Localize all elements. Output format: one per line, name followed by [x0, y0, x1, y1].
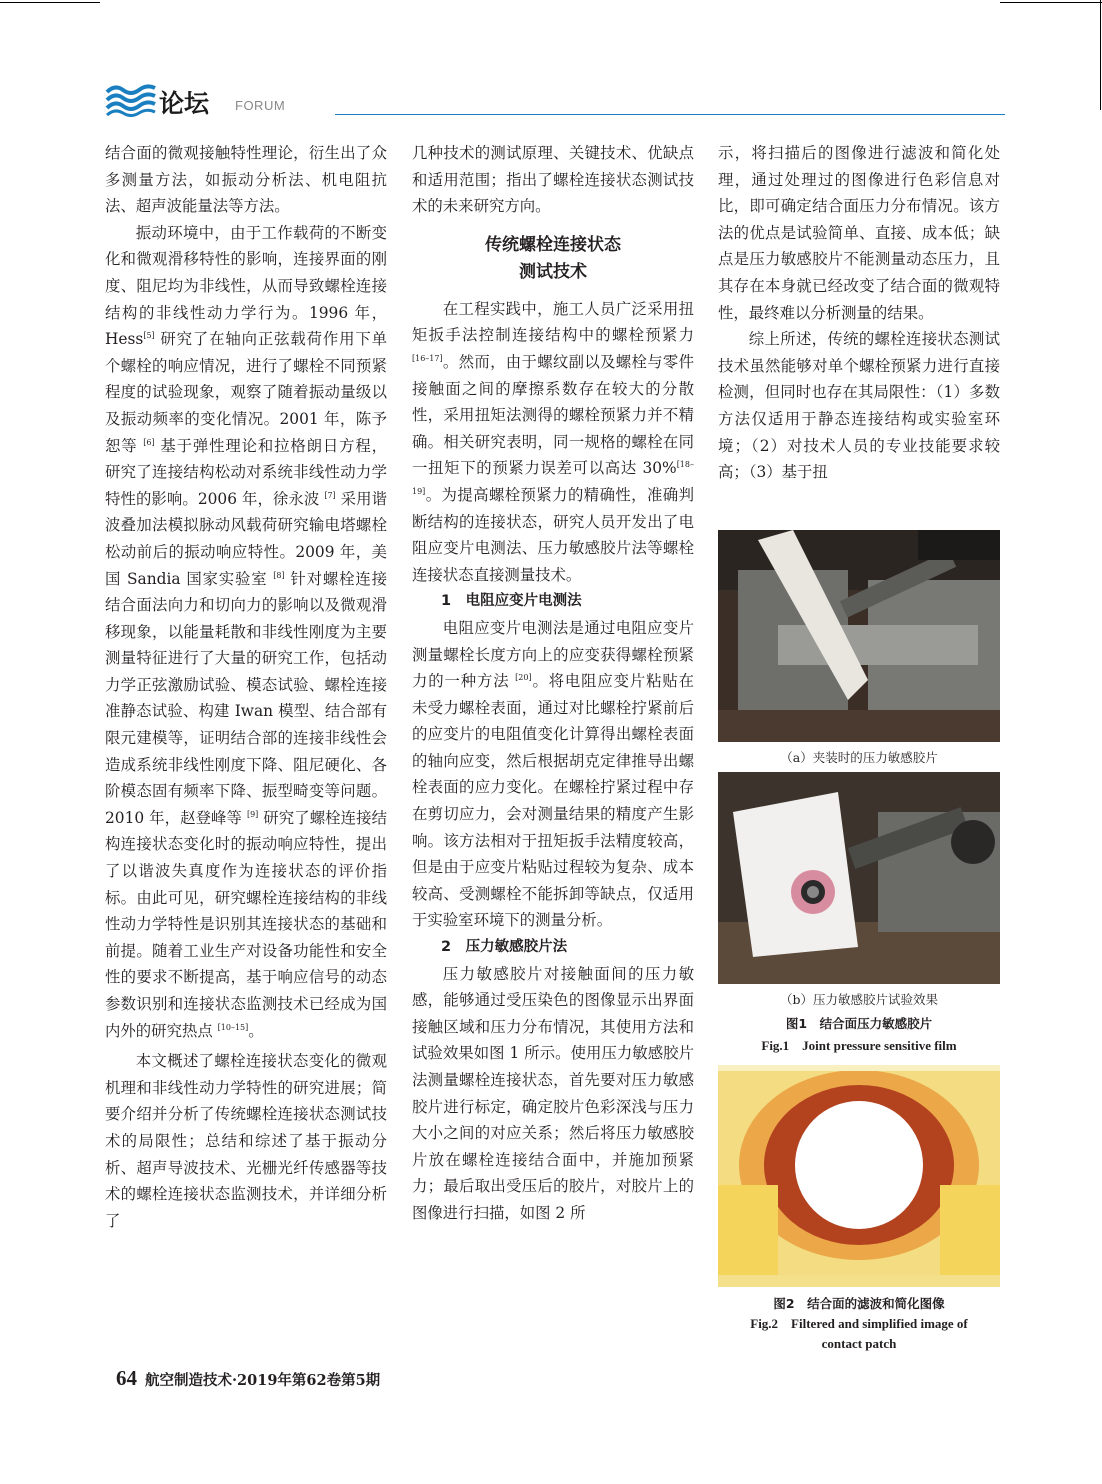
figure-2-image	[718, 1065, 1000, 1287]
subsection-heading: 1 电阻应变片电测法	[441, 593, 582, 610]
crop-mark	[1100, 0, 1101, 110]
figure-1b-photo	[718, 772, 1000, 984]
page-footer	[116, 1366, 380, 1391]
page-number: 64	[116, 1366, 137, 1390]
citation: [16–17]	[412, 353, 443, 363]
citation: [10–15]	[217, 1022, 249, 1032]
citation: [8]	[273, 570, 285, 580]
citation: [9]	[246, 809, 259, 819]
figure-2-caption-en-line1: Fig.2 Filtered and simplified image of	[750, 1316, 968, 1331]
journal-name: 航空制造技术·2019年第62卷第5期	[145, 1372, 381, 1389]
wave-logo-icon	[105, 82, 157, 118]
citation: [5]	[143, 331, 155, 341]
figure-1a-caption: （a）夹装时的压力敏感胶片	[780, 750, 938, 765]
figure-1-caption-cn: 图1 结合面压力敏感胶片	[785, 1016, 933, 1031]
text-column-3	[718, 140, 1000, 486]
subsection-heading: 2 压力敏感胶片法	[441, 939, 568, 956]
paragraph: 本文概述了螺栓连接状态变化的微观机理和非线性动力学特性的研究进展；简要介绍并分析了传统螺栓连接状态测试技术的局限性；总结和综述了基于振动分析、超声导波技术、光栅光纤传感器等技术的螺栓连接状态监测技术，并详细分析了	[105, 1052, 387, 1230]
page-header	[105, 82, 1005, 122]
section-title: 传统螺栓连接状态 测试技术	[485, 234, 621, 282]
paragraph: 综上所述，传统的螺栓连接状态测试技术虽然能够对单个螺栓预紧力进行直接检测，但同时也存在其局限性：（1）多数方法仅适用于静态连接结构或实验室环境；（2）对技术人员的专业技能要求较高；（3）基于扭	[718, 330, 1000, 482]
text-column-2	[412, 140, 694, 1227]
citation: [6]	[143, 437, 155, 447]
paragraph: 压力敏感胶片对接触面间的压力敏感，能够通过受压染色的图像显示出界面接触区域和压力分布情况，其使用方法和试验效果如图 1 所示。使用压力敏感胶片法测量螺栓连接状态，首先要对压力敏感胶片进行标定，确定胶片色彩深浅与压力大小之间的对应关系；然后将压力敏感胶片放在螺栓连接结合面中，并施加预紧力；最后取出受压后的胶片，对胶片上的图像进行扫描，如图 2 所	[412, 964, 694, 1222]
figure-1a-photo	[718, 530, 1000, 742]
paragraph: 在工程实践中，施工人员广泛采用扭矩扳手法控制连接结构中的螺栓预紧力 [16–17]。然而，由于螺纹副以及螺栓与零件接触面之间的摩擦系数存在较大的分散性，采用扭矩法测得的螺栓预紧力并不精确。相关研究表明，同一规格的螺栓在同一扭矩下的预紧力误差可以高达 30%[18–19]。为提高螺栓预紧力的精确性，准确判断结构的连接状态，研究人员开发出了电阻应变片电测法、压力敏感胶片法等螺栓连接状态直接测量技术。	[412, 299, 694, 584]
logo-text: 论坛	[159, 89, 210, 118]
figure-2-caption-cn: 图2 结合面的滤波和简化图像	[773, 1296, 945, 1311]
figure-2-caption-en-line2: contact patch	[821, 1336, 897, 1351]
crop-mark	[1000, 2, 1102, 3]
paragraph: 示，将扫描后的图像进行滤波和简化处理，通过处理过的图像进行色彩信息对比，即可确定结合面压力分布情况。该方法的优点是试验简单、直接、成本低；缺点是压力敏感胶片不能测量动态压力，且其存在本身就已经改变了结合面的微观特性，最终难以分析测量的结果。	[718, 144, 1000, 322]
text-column-1	[105, 140, 387, 1234]
paragraph: 结合面的微观接触特性理论，衍生出了众多测量方法，如振动分析法、机电阻抗法、超声波能量法等方法。	[105, 144, 387, 216]
figure-1b-caption: （b）压力敏感胶片试验效果	[779, 992, 938, 1007]
citation: [7]	[324, 490, 336, 500]
paragraph: 几种技术的测试原理、关键技术、优缺点和适用范围；指出了螺栓连接状态测试技术的未来研究方向。	[412, 144, 694, 216]
paragraph: 电阻应变片电测法是通过电阻应变片测量螺栓长度方向上的应变获得螺栓预紧力的一种方法 [20]。将电阻应变片粘贴在未受力螺栓表面，通过对比螺栓拧紧前后的应变片的电阻值变化计算得出螺栓表面的轴向应变，然后根据胡克定律推导出螺栓表面的应力变化。在螺栓拧紧过程中存在剪切应力，会对测量结果的精度产生影响。该方法相对于扭矩扳手法精度较高，但是由于应变片粘贴过程较为复杂、成本较高、受测螺栓不能拆卸等缺点，仅适用于实验室环境下的测量分析。	[412, 618, 694, 930]
header-rule	[335, 114, 1005, 115]
citation: [20]	[515, 672, 532, 682]
crop-mark	[0, 2, 100, 3]
paragraph: 振动环境中，由于工作载荷的不断变化和微观滑移特性的影响，连接界面的刚度、阻尼均为非线性，从而导致螺栓连接结构的非线性动力学行为。1996 年，Hess[5] 研究了在轴向正弦载荷作用下单个螺栓的响应情况，进行了螺栓不同预紧程度的试验现象，观察了随着振动量级以及振动频率的变化情况。2001 年，陈予恕等 [6] 基于弹性理论和拉格朗日方程，研究了连接结构松动对系统非线性动力学特性的影响。2006 年，徐永波 [7] 采用谐波叠加法模拟脉动风载荷研究输电塔螺栓松动前后的振动响应特性。2009 年，美国 Sandia 国家实验室 [8] 针对螺栓连接结合面法向力和切向力的影响以及微观滑移现象，以能量耗散和非线性刚度为主要测量特征进行了大量的研究工作，包括动力学正弦激励试验、模态试验、螺栓连接准静态试验、构建 Iwan 模型、结合部有限元建模等，证明结合部的连接非线性会造成系统非线性刚度下降、阻尼硬化、各阶模态固有频率下降、振型畸变等问题。2010 年，赵登峰等 [9] 研究了螺栓连接结构连接状态变化时的振动响应特性，提出了以谐波失真度作为连接状态的评价指标。由此可见，研究螺栓连接结构的非线性动力学特性是识别其连接状态的基础和前提。随着工业生产对设备功能性和安全性的要求不断提高，基于响应信号的动态参数识别和连接状态监测技术已经成为国内外的研究热点 [10–15]。	[105, 223, 388, 1040]
logo-subtitle: FORUM	[235, 98, 286, 113]
citation: [18–19]	[412, 460, 694, 496]
figure-1-caption-en: Fig.1 Joint pressure sensitive film	[761, 1038, 957, 1053]
